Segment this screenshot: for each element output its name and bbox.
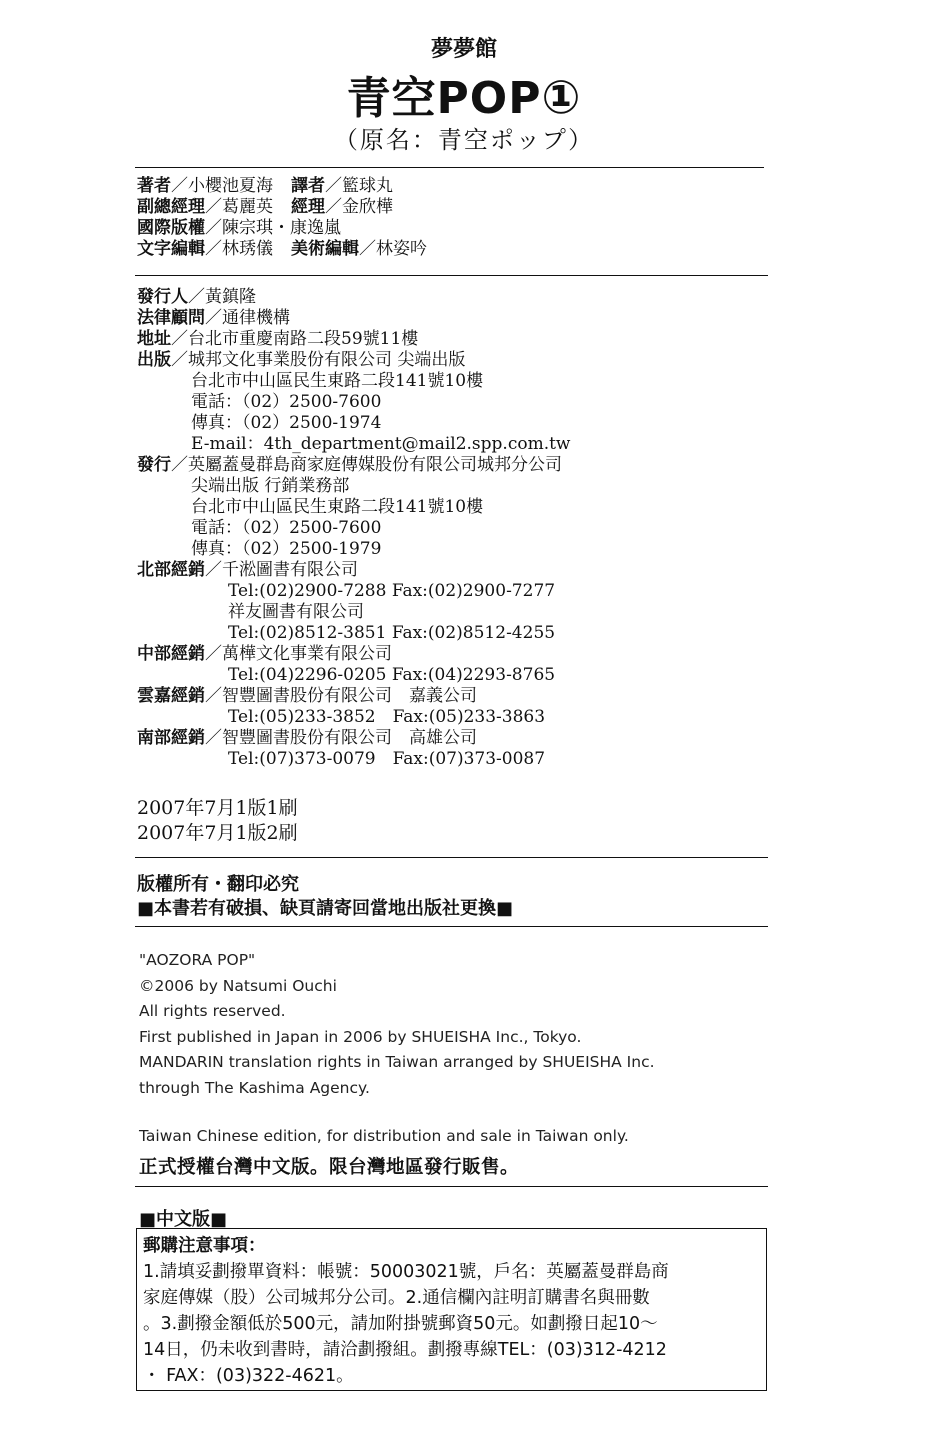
info-label: 北部經銷: [137, 560, 205, 580]
notice-line: 。3.劃撥金額低於500元，請加附掛號郵資50元。如劃撥日起10～: [143, 1314, 658, 1334]
info-label: 地址: [137, 329, 171, 349]
english-line: First published in Japan in 2006 by SHUEISHA Inc., Tokyo.: [139, 1027, 582, 1046]
title-text: 青空POP: [346, 73, 542, 124]
credit-label: 著者: [137, 176, 171, 196]
info-value: ／智豐圖書股份有限公司 嘉義公司: [205, 686, 477, 706]
info-label: 雲嘉經銷: [137, 686, 205, 706]
credit-label: 譯者: [291, 176, 325, 196]
divider: [135, 1186, 768, 1187]
info-label: 發行人: [137, 287, 188, 307]
credit-label: 美術編輯: [291, 239, 359, 259]
north-distributor-row: [137, 560, 570, 581]
info-label: 中部經銷: [137, 644, 205, 664]
credit-row: [137, 176, 427, 197]
info-value: ／通律機構: [205, 308, 290, 328]
english-line: MANDARIN translation rights in Taiwan arranged by SHUEISHA Inc.: [139, 1053, 655, 1071]
info-value: ／英屬蓋曼群島商家庭傳媒股份有限公司城邦分公司: [171, 455, 562, 475]
publisher-line: 台北市中山區民生東路二段141號10樓: [191, 371, 484, 391]
distributor-row: [137, 455, 570, 476]
volume-number: ①: [541, 70, 582, 124]
yunjia-distributor-row: [137, 686, 570, 707]
info-label: 發行: [137, 455, 171, 475]
info-value: ／萬樺文化事業有限公司: [205, 644, 392, 664]
rights-line: ■本書若有破損、缺頁請寄回當地出版社更換■: [137, 898, 514, 919]
english-line: All rights reserved.: [139, 1002, 286, 1020]
notice-heading: 郵購注意事項：: [143, 1236, 266, 1256]
info-value: ／黃鎮隆: [188, 287, 256, 307]
taiwan-authorized-note: 正式授權台灣中文版。限台灣地區發行販售。: [139, 1157, 520, 1178]
notice-line: 14日，仍未收到書時，請洽劃撥組。劃撥專線TEL：(03)312-4212: [143, 1340, 667, 1360]
divider: [135, 926, 768, 927]
rights-line: 版權所有・翻印必究: [137, 874, 299, 895]
credit-value: ／籃球丸: [325, 176, 393, 196]
info-label: 出版: [137, 350, 171, 370]
publisher-line: 電話：（02）2500-7600: [191, 392, 382, 412]
distributor-line: 電話：（02）2500-7600: [191, 518, 382, 538]
english-copyright: [139, 948, 655, 1101]
mail-order-notice: [136, 1228, 767, 1391]
credit-row: [137, 239, 427, 260]
english-line: ©2006 by Natsumi Ouchi: [139, 976, 337, 995]
edition-line: 2007年7月1版1刷: [137, 797, 298, 819]
info-value: ／台北市重慶南路二段59號11樓: [171, 329, 419, 349]
imprint-name: 夢夢館: [430, 37, 497, 62]
credit-value: ／陳宗琪・康逸嵐: [205, 218, 341, 238]
info-value: ／城邦文化事業股份有限公司 尖端出版: [171, 350, 466, 370]
distributor-line: 傳真：（02）2500-1979: [191, 539, 382, 559]
staff-credits: [137, 176, 427, 260]
legal-row: [137, 308, 570, 329]
credit-label: 經理: [291, 197, 325, 217]
publisher-email: E-mail：4th_department@mail2.spp.com.tw: [191, 434, 571, 454]
rights-notice: [137, 873, 513, 921]
notice-line: 1.請填妥劃撥單資料：帳號：50003021號，戶名：英屬蓋曼群島商: [143, 1262, 669, 1282]
info-label: 法律顧問: [137, 308, 205, 328]
north-line: Tel:(02)8512-3851 Fax:(02)8512-4255: [228, 623, 556, 643]
credit-value: ／小櫻池夏海: [171, 176, 273, 196]
info-value: ／千淞圖書有限公司: [205, 560, 358, 580]
distributor-line: 台北市中山區民生東路二段141號10樓: [191, 497, 484, 517]
info-value: ／智豐圖書股份有限公司 高雄公司: [205, 728, 477, 748]
credit-value: ／林琇儀: [205, 239, 273, 259]
english-line: through The Kashima Agency.: [139, 1078, 370, 1097]
book-title: [0, 62, 928, 126]
credit-label: 副總經理: [137, 197, 205, 217]
south-line: Tel:(07)373-0079 Fax:(07)373-0087: [228, 749, 546, 769]
central-line: Tel:(04)2296-0205 Fax:(04)2293-8765: [228, 665, 556, 685]
publication-info: [137, 287, 570, 770]
address-row: [137, 329, 570, 350]
divider: [135, 275, 768, 276]
original-title: （原名：青空ポップ）: [333, 126, 595, 154]
distributor-line: 尖端出版 行銷業務部: [191, 476, 350, 496]
north-line: Tel:(02)2900-7288 Fax:(02)2900-7277: [228, 581, 556, 601]
publisher-row: [137, 350, 570, 371]
divider: [135, 857, 768, 858]
edition-line: 2007年7月1版2刷: [137, 822, 298, 844]
notice-line: ・ FAX：(03)322-4621。: [143, 1366, 354, 1386]
credit-value: ／林姿吟: [359, 239, 427, 259]
credit-value: ／葛麗英: [205, 197, 273, 217]
credit-label: 文字編輯: [137, 239, 205, 259]
credit-label: 國際版權: [137, 218, 205, 238]
credit-row: [137, 218, 427, 239]
credit-value: ／金欣樺: [325, 197, 393, 217]
publisher-person-row: [137, 287, 570, 308]
publisher-line: 傳真：（02）2500-1974: [191, 413, 382, 433]
central-distributor-row: [137, 644, 570, 665]
taiwan-edition-note: Taiwan Chinese edition, for distribution and sale in Taiwan only.: [139, 1127, 629, 1145]
notice-line: 家庭傳媒（股）公司城邦分公司。2.通信欄內註明訂購書名與冊數: [143, 1288, 650, 1308]
chinese-edition-heading: ■中文版■: [139, 1209, 228, 1230]
divider: [135, 167, 764, 168]
info-label: 南部經銷: [137, 728, 205, 748]
english-line: "AOZORA POP": [139, 951, 256, 969]
north-line: 祥友圖書有限公司: [228, 602, 364, 622]
credit-row: [137, 197, 427, 218]
edition-history: [137, 796, 298, 846]
yunjia-line: Tel:(05)233-3852 Fax:(05)233-3863: [228, 707, 546, 727]
south-distributor-row: [137, 728, 570, 749]
